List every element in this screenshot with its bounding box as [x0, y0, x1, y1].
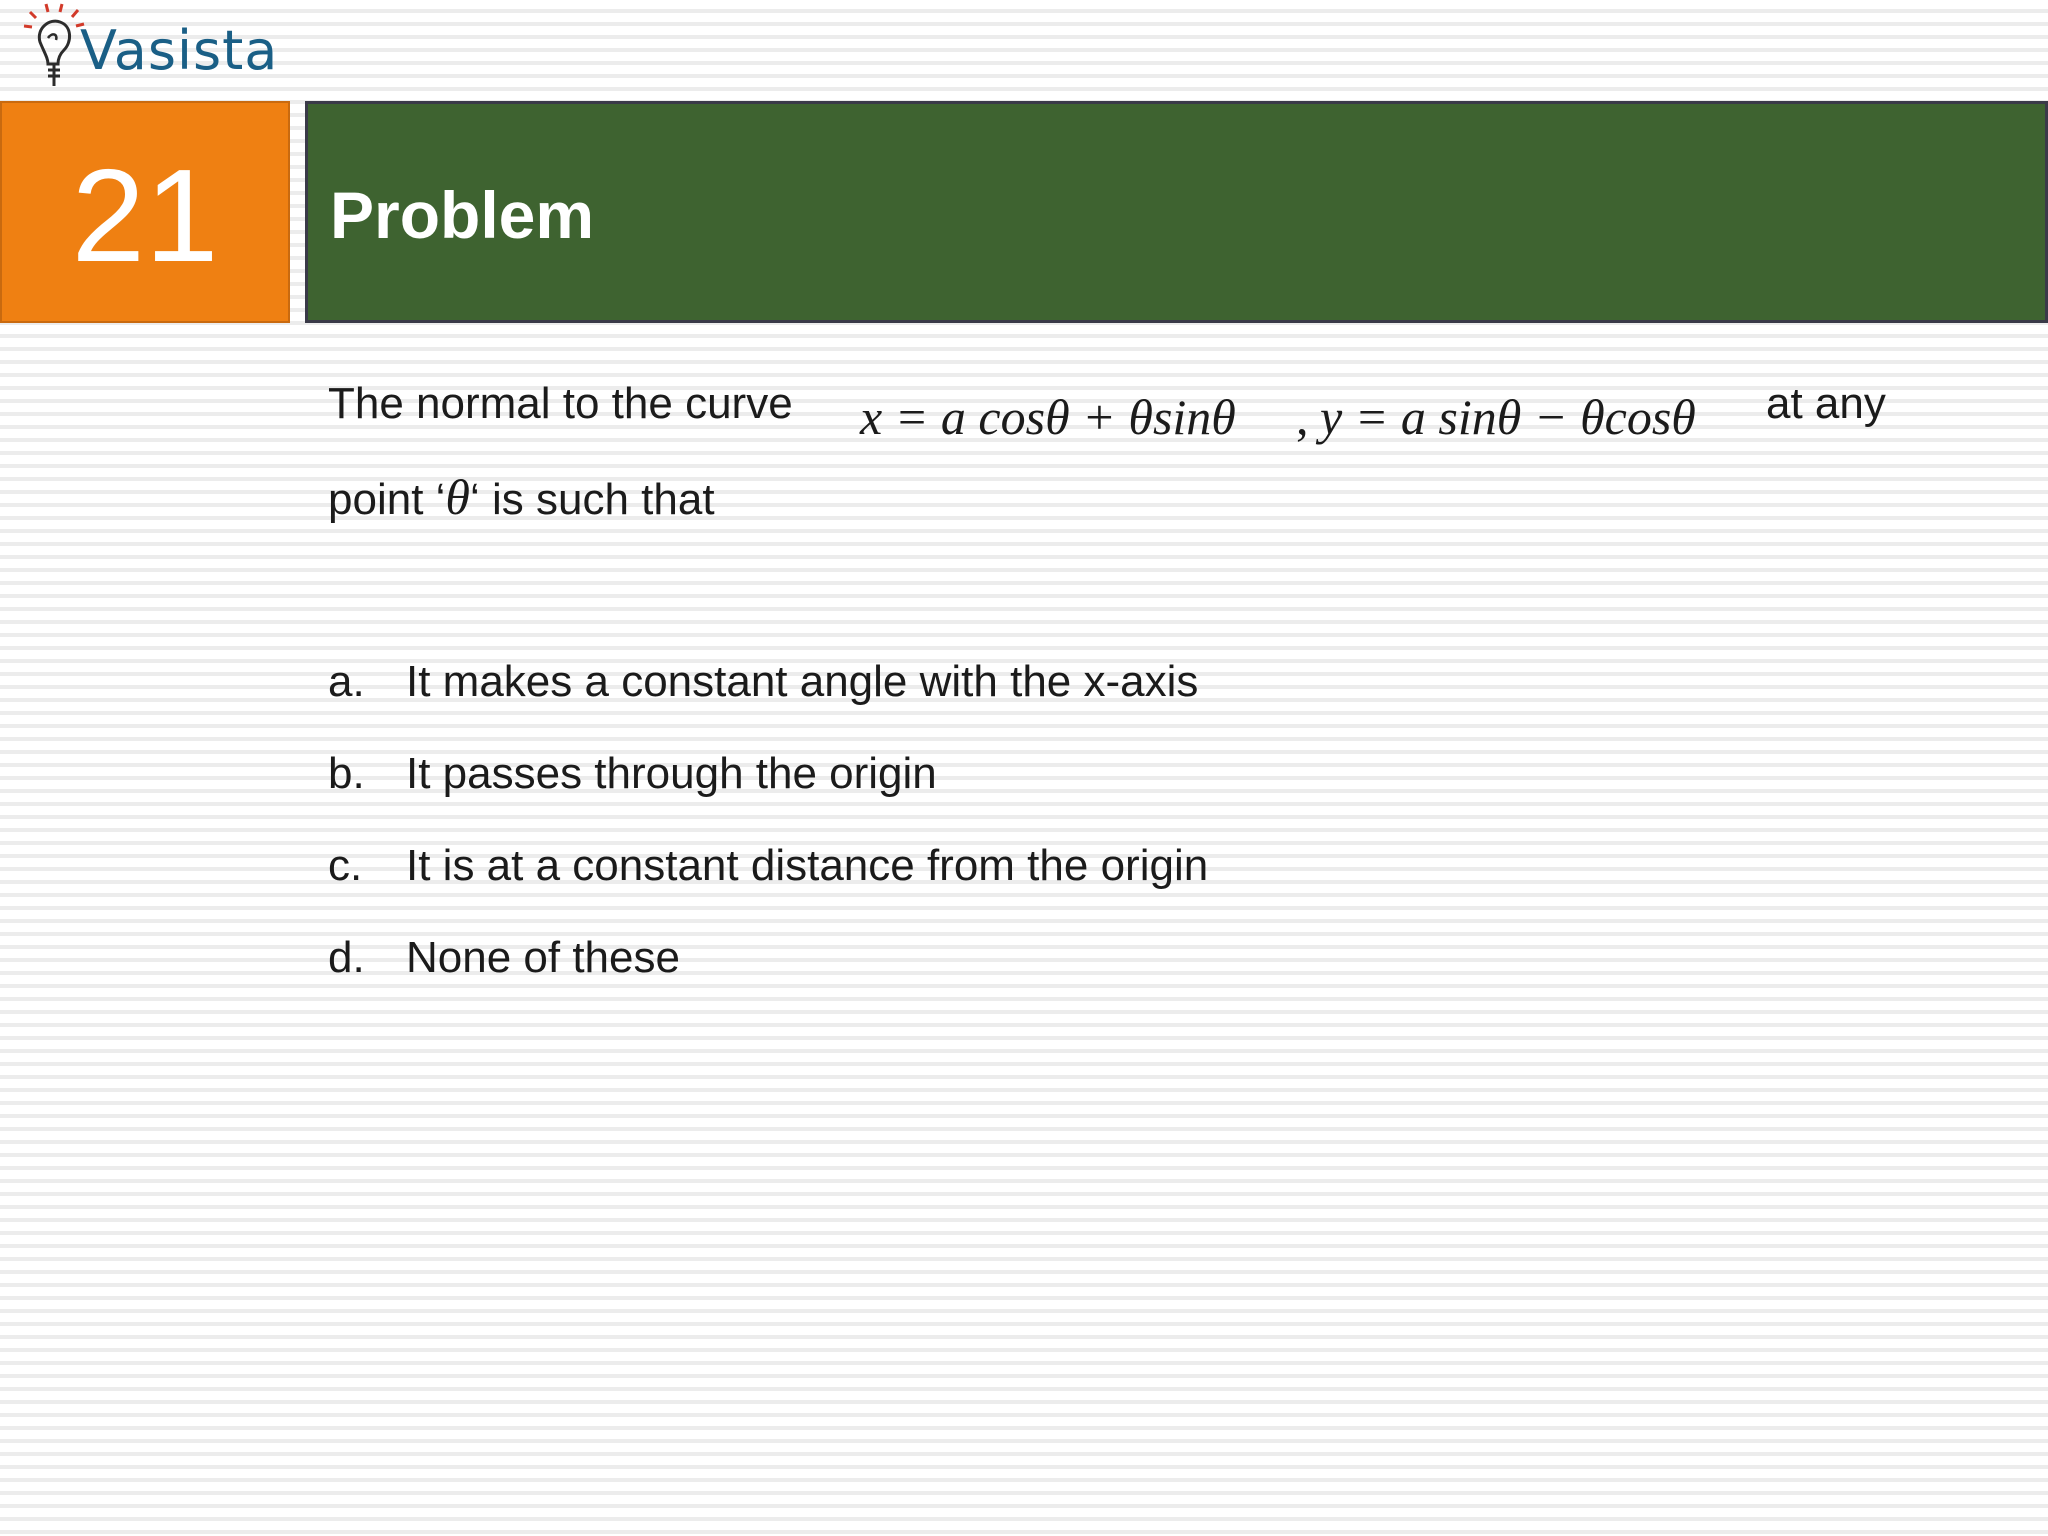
option-marker: b.: [328, 749, 365, 798]
equation-y: y = a sinθ − θcosθ: [1320, 389, 1696, 445]
logo: [22, 2, 292, 98]
option-marker: d.: [328, 933, 365, 982]
question-line-1: [328, 379, 793, 428]
option-marker: c.: [328, 841, 363, 890]
equation-separator: ,: [1296, 389, 1309, 445]
option-text: None of these: [406, 933, 680, 982]
option-marker: a.: [328, 657, 365, 706]
slide-number-box: [0, 101, 290, 323]
theta-symbol: θ: [445, 469, 470, 525]
logo-text: Vasista: [80, 19, 279, 82]
slide-number: 21: [71, 142, 219, 289]
question-line2-suffix: ‘ is such that: [469, 475, 715, 524]
option-text: It is at a constant distance from the origin: [406, 841, 1209, 890]
question-text-prefix: The normal to the curve: [328, 379, 793, 428]
question-line-2: [328, 469, 715, 525]
question-line2-prefix: point ‘: [328, 475, 446, 524]
option-text: It makes a constant angle with the x-axis: [406, 657, 1199, 706]
equation-x: x = a cosθ + θsinθ: [860, 389, 1236, 445]
title-bar: [305, 101, 2048, 323]
question-text-suffix: at any: [1766, 379, 1886, 428]
slide-title: Problem: [330, 178, 595, 252]
option-text: It passes through the origin: [406, 749, 937, 798]
